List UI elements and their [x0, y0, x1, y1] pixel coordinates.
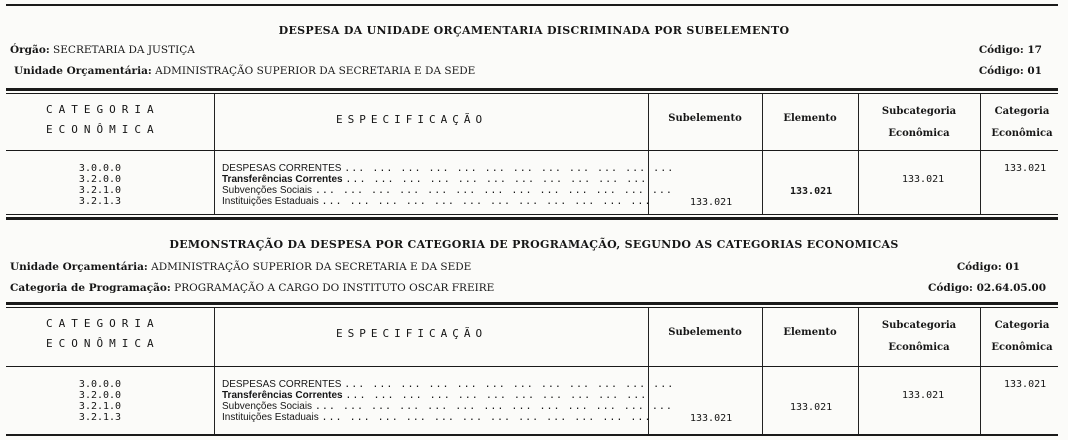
- hdr-subcat-line1: Subcategoria: [881, 320, 957, 331]
- table2-hdr-elemento: Elemento: [783, 327, 837, 338]
- top-rule: [6, 4, 1058, 6]
- table2-divider: [980, 308, 981, 434]
- hdr-cat-line2: ECONÔMICA: [46, 337, 160, 350]
- table1-bottom-rule-thin: [6, 214, 1058, 215]
- unidade-label-1: Unidade Orçamentária:: [14, 65, 152, 77]
- table2-subelemento-value: 133.021: [690, 413, 733, 424]
- table1-divider: [858, 94, 859, 214]
- table1-hdr-subcategoria: [860, 101, 978, 145]
- table2-codes: [60, 379, 140, 423]
- table1-categoria-value: 133.021: [1004, 163, 1047, 174]
- spec-label: Instituições Estaduais: [222, 196, 319, 207]
- section2-heading: DEMONSTRAÇÃO DA DESPESA POR CATEGORIA DE PROGRAMAÇÃO, SEGUNDO AS CATEGORIAS ECONOMICAS: [169, 238, 899, 251]
- code-row: 3.2.0.0: [78, 174, 122, 185]
- table1-elemento-value: 133.021: [790, 186, 833, 197]
- table2-divider: [762, 308, 763, 434]
- programacao-line: [10, 282, 494, 294]
- code-row: 3.2.1.3: [78, 196, 122, 207]
- hdr-subcat-line2: Econômica: [888, 342, 950, 353]
- orgao-value: SECRETARIA DA JUSTIÇA: [53, 44, 195, 56]
- table1-hdr-subelemento: Subelemento: [668, 113, 742, 124]
- spec-label: DESPESAS CORRENTES: [222, 163, 342, 174]
- table2-top-rule: [6, 302, 1058, 305]
- unidade-value-2: ADMINISTRAÇÃO SUPERIOR DA SECRETARIA E DA SEDE: [151, 261, 472, 273]
- unidade-code-1: Código: 01: [978, 65, 1042, 77]
- table2-top-rule-thin: [6, 307, 1058, 308]
- table2-hdr-subelemento: Subelemento: [668, 327, 742, 338]
- orgao-code: Código: 17: [978, 44, 1042, 56]
- spec-row: DESPESAS CORRENTES ... ... ... ... ... ... ... ... ... ... ... ...: [222, 163, 675, 174]
- table1-hdr-categoria-economica: [982, 101, 1062, 145]
- table2-divider: [214, 308, 215, 434]
- spec-label: Transferências Correntes: [222, 174, 343, 185]
- table2-elemento-value: 133.021: [790, 402, 833, 413]
- code-row: 3.0.0.0: [78, 163, 122, 174]
- spec-label: DESPESAS CORRENTES: [222, 379, 342, 390]
- unidade-line-1: [14, 65, 475, 77]
- hdr-cat-line2: ECONÔMICA: [46, 123, 160, 136]
- table1-header-rule: [6, 150, 1058, 151]
- table2-hdr-categoria: [46, 314, 160, 354]
- hdr-cat-line1: CATEGORIA: [46, 103, 160, 116]
- section1-heading: DESPESA DA UNIDADE ORÇAMENTARIA DISCRIMINADA POR SUBELEMENTO: [278, 24, 790, 37]
- hdr-cat-line1: CATEGORIA: [46, 317, 160, 330]
- table2-hdr-subcategoria: [860, 315, 978, 359]
- unidade-code-2: Código: 01: [956, 261, 1020, 273]
- code-row: 3.2.1.0: [78, 401, 122, 412]
- unidade-label-2: Unidade Orçamentária:: [10, 261, 148, 273]
- table1-top-rule: [6, 88, 1058, 91]
- spec-row: Transferências Correntes ... ... ... ... ... ... ... ... ... ... ...: [222, 390, 648, 401]
- spec-row: DESPESAS CORRENTES ... ... ... ... ... ... ... ... ... ... ... ...: [222, 379, 675, 390]
- code-row: 3.2.1.3: [78, 412, 122, 423]
- code-row: 3.2.1.0: [78, 185, 122, 196]
- hdr-catecon-line2: Econômica: [991, 342, 1053, 353]
- table2-hdr-categoria-economica: [982, 315, 1062, 359]
- table1-divider: [214, 94, 215, 214]
- table2-hdr-especificacao: ESPECIFICAÇÃO: [336, 327, 488, 340]
- table1-divider: [980, 94, 981, 214]
- code-row: 3.0.0.0: [78, 379, 122, 390]
- programacao-code: Código: 02.64.05.00: [928, 282, 1046, 294]
- table1-hdr-especificacao: ESPECIFICAÇÃO: [336, 113, 488, 126]
- table1-hdr-elemento: Elemento: [783, 113, 837, 124]
- table2-specs: [222, 379, 674, 423]
- table1-codes: [60, 163, 140, 207]
- spec-row: Instituições Estaduais ... ... ... ... ... ... ... ... ... ... ... ...: [222, 412, 652, 423]
- unidade-value-1: ADMINISTRAÇÃO SUPERIOR DA SECRETARIA E DA SEDE: [155, 65, 476, 77]
- orgao-label: Órgão:: [10, 44, 50, 56]
- hdr-subcat-line1: Subcategoria: [881, 106, 957, 117]
- hdr-subcat-line2: Econômica: [888, 128, 950, 139]
- programacao-label: Categoria de Programação:: [10, 282, 171, 294]
- table2-header-rule: [6, 366, 1058, 367]
- table1-subelemento-value: 133.021: [690, 197, 733, 208]
- spec-label: Subvenções Sociais: [222, 185, 313, 196]
- table1-top-rule-thin: [6, 93, 1058, 94]
- table1-specs: [222, 163, 674, 207]
- hdr-catecon-line1: Categoria: [994, 320, 1050, 331]
- table2-subcategoria-value: 133.021: [902, 390, 945, 401]
- table1-bottom-rule: [6, 217, 1058, 220]
- spec-row: Transferências Correntes ... ... ... ... ... ... ... ... ... ... ...: [222, 174, 648, 185]
- spec-row: Subvenções Sociais ... ... ... ... ... ... ... ... ... ... ... ... ...: [222, 185, 673, 196]
- orgao-line: [10, 44, 195, 56]
- table1-subcategoria-value: 133.021: [902, 174, 945, 185]
- table1-divider: [762, 94, 763, 214]
- table2-divider: [858, 308, 859, 434]
- spec-label: Instituições Estaduais: [222, 412, 319, 423]
- unidade-line-2: [10, 261, 471, 273]
- table2-bottom-rule: [6, 434, 1058, 436]
- table1-hdr-categoria: [46, 100, 160, 140]
- spec-row: Instituições Estaduais ... ... ... ... ... ... ... ... ... ... ... ...: [222, 196, 652, 207]
- hdr-catecon-line1: Categoria: [994, 106, 1050, 117]
- spec-label: Subvenções Sociais: [222, 401, 313, 412]
- spec-row: Subvenções Sociais ... ... ... ... ... ... ... ... ... ... ... ... ...: [222, 401, 673, 412]
- hdr-catecon-line2: Econômica: [991, 128, 1053, 139]
- table2-categoria-value: 133.021: [1004, 379, 1047, 390]
- spec-label: Transferências Correntes: [222, 390, 343, 401]
- programacao-value: PROGRAMAÇÃO A CARGO DO INSTITUTO OSCAR FREIRE: [174, 282, 495, 294]
- code-row: 3.2.0.0: [78, 390, 122, 401]
